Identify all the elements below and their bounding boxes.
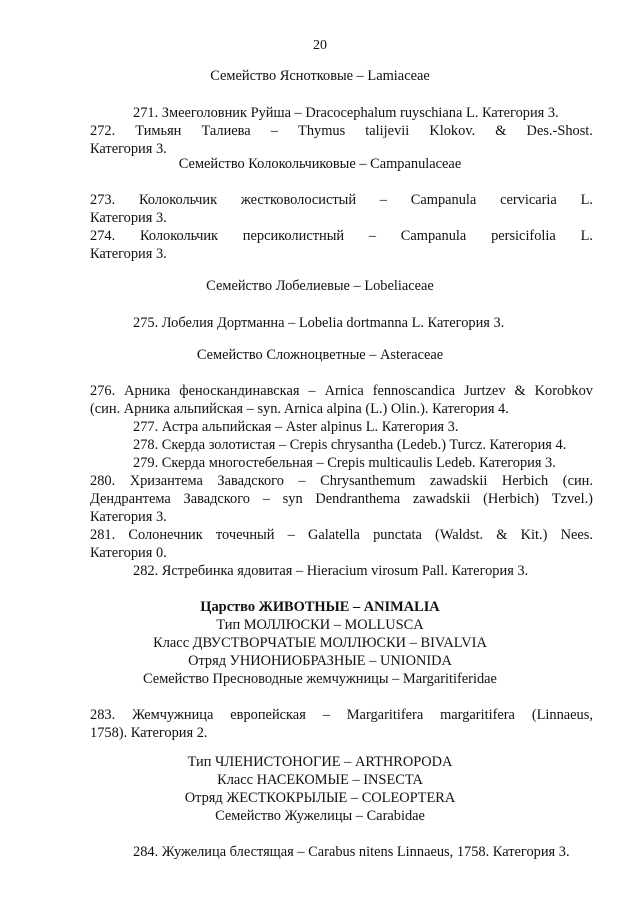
family-heading: Семейство Колокольчиковые – Campanulaceae: [178, 156, 462, 172]
page-number: 20: [313, 38, 327, 53]
species-entry: 275. Лобелия Дортманна – Lobelia dortmanna L. Категория 3.: [133, 315, 505, 331]
class-heading: Класс ДВУСТВОРЧАТЫЕ МОЛЛЮСКИ – BIVALVIA: [153, 635, 487, 651]
phylum-heading: Тип МОЛЛЮСКИ – MOLLUSCA: [216, 617, 424, 633]
kingdom-heading: Царство ЖИВОТНЫЕ – ANIMALIA: [200, 599, 440, 615]
species-entry-cont: Категория 3.: [90, 141, 167, 157]
species-entry: 278. Скерда золотистая – Crepis chrysantha (Ledeb.) Turcz. Категория 4.: [133, 437, 567, 453]
family-heading: Семейство Пресноводные жемчужницы – Margaritiferidae: [143, 671, 497, 687]
species-entry-cont: Категория 3.: [90, 246, 167, 262]
species-entry: 273. Колокольчик жестковолосистый – Campanula cervicaria L.: [90, 192, 593, 208]
phylum-heading: Тип ЧЛЕНИСТОНОГИЕ – ARTHROPODA: [187, 754, 453, 770]
species-entry: 284. Жужелица блестящая – Carabus nitens Linnaeus, 1758. Категория 3.: [133, 844, 570, 860]
family-heading: Семейство Лобелиевые – Lobeliaceae: [206, 278, 434, 294]
species-entry-cont: Дендрантема Завадского – syn Dendranthema zawadskii (Herbich) Tzvel.): [90, 491, 593, 507]
species-entry: 283. Жемчужница европейская – Margaritifera margaritifera (Linnaeus,: [90, 707, 593, 723]
species-entry: 276. Арника феноскандинавская – Arnica fennoscandica Jurtzev & Korobkov: [90, 383, 593, 399]
species-entry: 282. Ястребинка ядовитая – Hieracium virosum Pall. Категория 3.: [133, 563, 529, 579]
species-entry: 280. Хризантема Завадского – Chrysanthemum zawadskii Herbich (син.: [90, 473, 593, 489]
species-entry-cont: Категория 0.: [90, 545, 167, 561]
order-heading: Отряд УНИОНИОБРАЗНЫЕ – UNIONIDA: [188, 653, 452, 669]
class-heading: Класс НАСЕКОМЫЕ – INSECTA: [217, 772, 423, 788]
order-heading: Отряд ЖЕСТКОКРЫЛЫЕ – COLEOPTERA: [184, 790, 456, 806]
species-entry-cont: Категория 3.: [90, 210, 167, 226]
species-entry: 281. Солонечник точечный – Galatella punctata (Waldst. & Kit.) Nees.: [90, 527, 593, 543]
species-entry-cont: Категория 3.: [90, 509, 167, 525]
family-heading: Семейство Сложноцветные – Asteraceae: [196, 347, 444, 363]
species-entry-cont: (син. Арника альпийская – syn. Arnica alpina (L.) Olin.). Категория 4.: [90, 401, 509, 417]
species-entry: 272. Тимьян Талиева – Thymus talijevii Klokov. & Des.-Shost.: [90, 123, 593, 139]
species-entry: 274. Колокольчик персиколистный – Campanula persicifolia L.: [90, 228, 593, 244]
species-entry-cont: 1758). Категория 2.: [90, 725, 208, 741]
species-entry: 279. Скерда многостебельная – Crepis multicaulis Ledeb. Категория 3.: [133, 455, 556, 471]
family-heading: Семейство Жужелицы – Carabidae: [215, 808, 425, 824]
species-entry: 271. Змееголовник Руйша – Dracocephalum ruyschiana L. Категория 3.: [133, 105, 559, 121]
species-entry: 277. Астра альпийская – Aster alpinus L. Категория 3.: [133, 419, 459, 435]
family-heading: Семейство Яснотковые – Lamiaceae: [210, 68, 430, 84]
